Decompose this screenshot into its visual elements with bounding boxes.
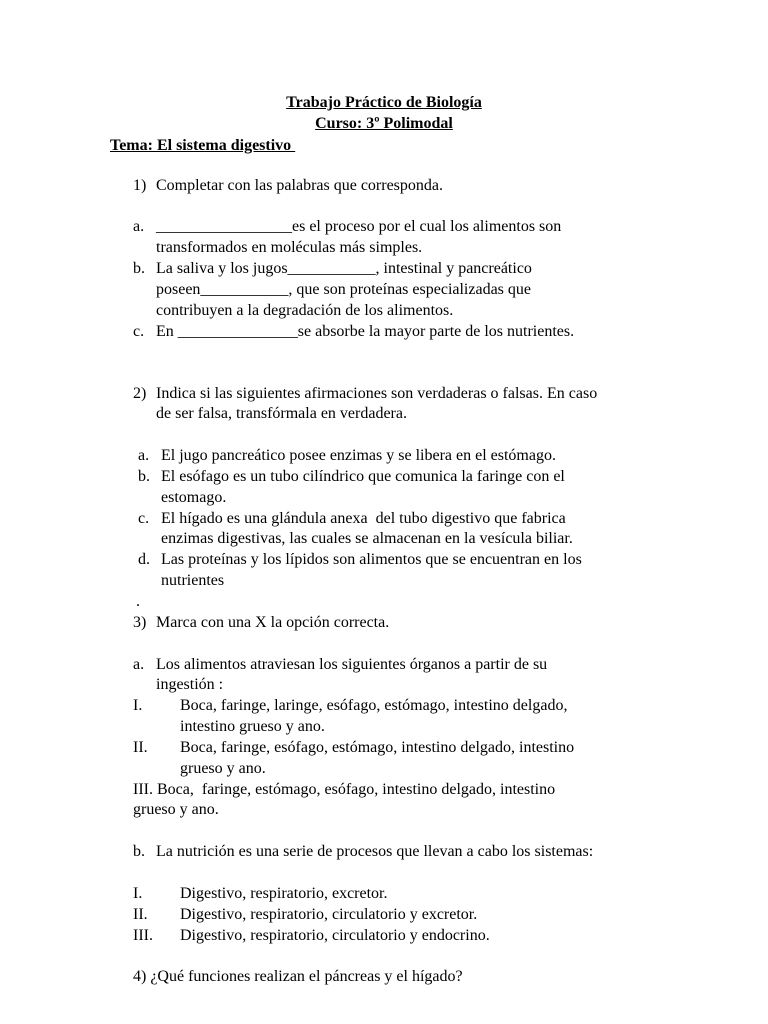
q1-item-c-marker: c. (133, 323, 145, 340)
q1-item-b-line-1: La saliva y los jugos___________, intestinal y pancreático (156, 260, 532, 277)
q3-option-i-line-1: Boca, faringe, laringe, esófago, estómago, intestino delgado, (180, 697, 568, 714)
q3-option-ii-line-2: grueso y ano. (180, 760, 266, 777)
question-4: 4) ¿Qué funciones realizan el páncreas y el hígado? (133, 968, 463, 985)
q2-item-d-line-1: Las proteínas y los lípidos son alimentos que se encuentran en los (161, 551, 582, 568)
q2-item-d-marker: d. (138, 551, 150, 568)
q1-item-b-line-3: contribuyen a la degradación de los alimentos. (156, 302, 454, 319)
question-1-prompt: Completar con las palabras que corresponda. (156, 177, 444, 194)
question-3-number: 3) (133, 614, 147, 631)
question-3-prompt: Marca con una X la opción correcta. (156, 614, 390, 631)
question-2-number: 2) (133, 385, 147, 402)
q3-option-iii-line-1: III. Boca, faringe, estómago, esófago, intestino delgado, intestino (133, 781, 556, 798)
q3-option-iii-line-2: grueso y ano. (133, 801, 219, 818)
question-2-line-1: Indica si las siguientes afirmaciones son verdaderas o falsas. En caso (156, 385, 598, 402)
q3-item-b-marker: b. (133, 843, 145, 860)
q1-item-a-marker: a. (133, 218, 145, 235)
q1-item-b-marker: b. (133, 260, 145, 277)
q3-option-ii-line-1: Boca, faringe, esófago, estómago, intestino delgado, intestino (180, 739, 575, 756)
q1-item-a-line-1: _________________es el proceso por el cual los alimentos son (156, 218, 562, 235)
q2-item-d-line-2: nutrientes (161, 572, 225, 589)
q3-b-option-ii: Digestivo, respiratorio, circulatorio y excretor. (180, 906, 478, 923)
q2-item-c-line-2: enzimas digestivas, las cuales se almacenan en la vesícula biliar. (161, 530, 573, 547)
q1-item-c-line-1: En _______________se absorbe la mayor parte de los nutrientes. (156, 323, 575, 340)
q2-item-b-marker: b. (138, 468, 150, 485)
course-label: Curso: 3º Polimodal (315, 115, 453, 132)
q1-item-a-line-2: transformados en moléculas más simples. (156, 239, 423, 256)
q3-b-option-ii-marker: II. (133, 906, 148, 923)
document-title: Trabajo Práctico de Biología (286, 94, 482, 111)
q2-item-a-line-1: El jugo pancreático posee enzimas y se libera en el estómago. (161, 447, 556, 464)
q2-item-c-line-1: El hígado es una glándula anexa del tubo digestivo que fabrica (161, 510, 566, 527)
q3-b-option-iii: Digestivo, respiratorio, circulatorio y endocrino. (180, 927, 490, 944)
question-2-line-2: de ser falsa, transfórmala en verdadera. (156, 405, 407, 422)
q3-item-a-line-1: Los alimentos atraviesan los siguientes órganos a partir de su (156, 656, 548, 673)
q2-item-c-marker: c. (138, 510, 150, 527)
q3-option-i-marker: I. (133, 697, 143, 714)
q2-item-b-line-1: El esófago es un tubo cilíndrico que comunica la faringe con el (161, 468, 565, 485)
q3-item-a-line-2: ingestión : (156, 676, 224, 693)
q3-b-option-i: Digestivo, respiratorio, excretor. (180, 885, 388, 902)
q3-option-ii-marker: II. (133, 739, 148, 756)
question-1-number: 1) (133, 177, 147, 194)
q2-item-b-line-2: estomago. (161, 489, 227, 506)
q3-b-option-iii-marker: III. (133, 927, 153, 944)
q3-item-b-line-1: La nutrición es una serie de procesos que llevan a cabo los sistemas: (156, 843, 594, 860)
q3-item-a-marker: a. (133, 656, 145, 673)
q3-option-i-line-2: intestino grueso y ano. (180, 718, 325, 735)
q3-b-option-i-marker: I. (133, 885, 143, 902)
q2-item-a-marker: a. (138, 447, 150, 464)
q1-item-b-line-2: poseen___________, que son proteínas especializadas que (156, 281, 532, 298)
stray-dot: . (136, 593, 140, 610)
topic-heading: Tema: El sistema digestivo (110, 137, 296, 154)
